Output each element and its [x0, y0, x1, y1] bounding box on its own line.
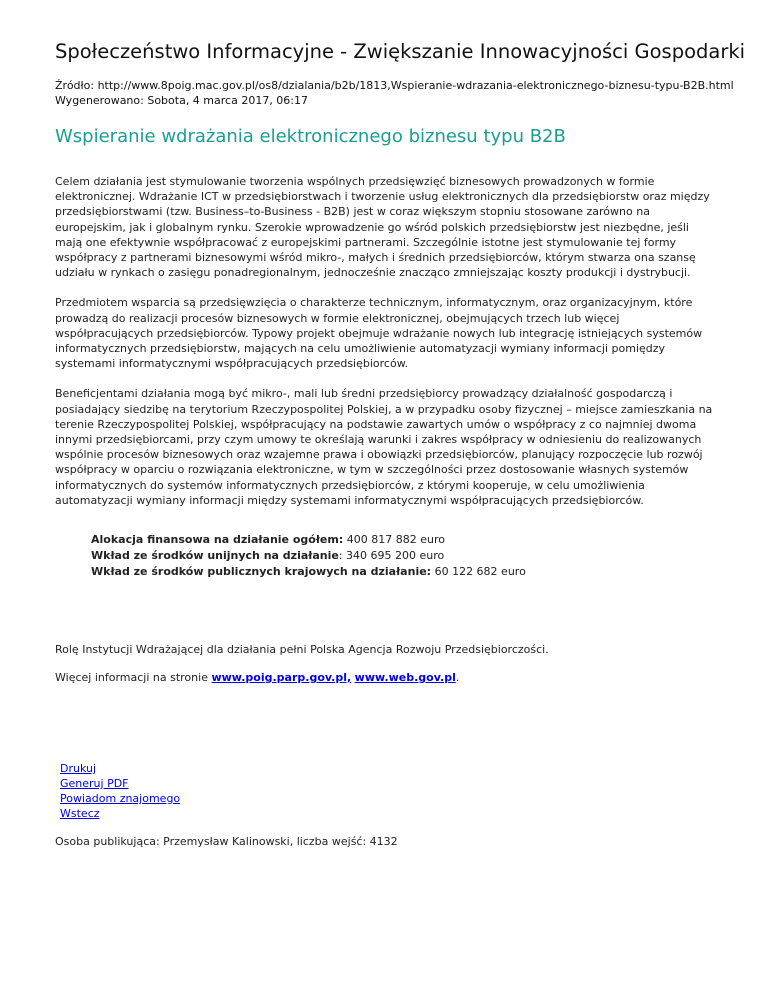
- allocation-total-value: 400 817 882 euro: [343, 533, 445, 547]
- page: [55, 40, 746, 849]
- notify-friend-link[interactable]: Powiadom znajomego: [60, 792, 181, 806]
- allocation-national-label: Wkład ze środków publicznych krajowych na działanie:: [91, 565, 432, 579]
- more-info: [55, 670, 715, 685]
- allocation-total-label: Alokacja finansowa na działanie ogółem:: [91, 533, 344, 547]
- paragraph-goal: Celem działania jest stymulowanie tworzenia wspólnych przedsięwzięć biznesowych prowadzonych w formie elektronicznej. Wdrażanie ICT w przedsiębiorstwach i tworzenie usług elektronicznych dla przedsiębiorstw oraz między przedsiębiorstwami (tzw. Business–to-Business - B2B) jest w coraz większym stopniu stosowane zarówno na europejskim, jak i globalnym rynku. Szerokie wprowadzenie go wśród polskich przedsiębiorstw jest niezbędne, jeśli mają one efektywnie współpracować z europejskimi partnerami. Szczególnie istotne jest stymulowanie tej formy współpracy z partnerami biznesowymi wśród mikro-, małych i średnich przedsiębiorców, którym stwarza ona szansę udziału w rynkach o zasięgu ponadregionalnym, jednocześnie znacząco zmniejszając koszty produkcji i dystrybucji.: [55, 175, 710, 280]
- site-title: Społeczeństwo Informacyjne - Zwiększanie Innowacyjności Gospodarki: [55, 40, 746, 63]
- action-links: [60, 761, 715, 821]
- generate-pdf-link[interactable]: Generuj PDF: [60, 777, 129, 791]
- allocation-national: [91, 564, 715, 580]
- article-body: [55, 174, 715, 508]
- paragraph-subject: Przedmiotem wsparcia są przedsięwzięcia o charakterze technicznym, informatycznym, oraz organizacyjnym, które prowadzą do realizacji procesów biznesowych w formie elektronicznej, obejmujących trzech lub więcej współpracujących przedsiębiorców. Typowy projekt obejmuje wdrażanie nowych lub integrację istniejących systemów informatycznych przedsiębiorstw, mających na celu umożliwienie automatyzacji wymiany informacji pomiędzy systemami informatycznymi współpracujących przedsiębiorców.: [55, 296, 703, 371]
- paragraph-beneficiaries: Beneficjentami działania mogą być mikro-, mali lub średni przedsiębiorcy prowadzący działalność gospodarczą i posiadający siedzibę na terytorium Rzeczypospolitej Polskiej, a w przypadku osoby fizycznej – miejsce zamieszkania na terenie Rzeczypospolitej Polskiej, współpracujący na podstawie zawartych umów o współpracy z co najmniej dwoma innymi przedsiębiorcami, przy czym umowy te określają warunki i zakres współpracy w odniesieniu do realizowanych wspólnie procesów biznesowych oraz wzajemne prawa i obowiązki przedsiębiorców, planujący rozpoczęcie lub rozwój współpracy w oparciu o rozwiązania elektroniczne, w tym w szczególności przez dostosowanie własnych systemów informatycznych do systemów informatycznych przedsiębiorców, z którymi kooperuje, w celu umożliwienia automatyzacji wymiany informacji między systemami informatycznymi współpracujących przedsiębiorców.: [55, 387, 713, 507]
- allocation-eu-value: : 340 695 200 euro: [338, 549, 445, 563]
- allocation-block: [91, 532, 715, 580]
- article-title: Wspieranie wdrażania elektronicznego biznesu typu B2B: [55, 126, 566, 147]
- allocation-eu: [91, 548, 715, 564]
- more-info-prefix: Więcej informacji na stronie: [55, 671, 212, 685]
- source-url: Źródło: http://www.8poig.mac.gov.pl/os8/dzialania/b2b/1813,Wspieranie-wdrazania-elektronicznego-biznesu-typu-B2B.html: [55, 79, 734, 92]
- back-link[interactable]: Wstecz: [60, 807, 100, 821]
- allocation-eu-label: Wkład ze środków unijnych na działanie: [91, 549, 339, 563]
- role-statement: Rolę Instytucji Wdrażającej dla działania pełni Polska Agencja Rozwoju Przedsiębiorczości.: [55, 643, 549, 657]
- allocation-total: [91, 532, 715, 548]
- link-poig-parp[interactable]: www.poig.parp.gov.pl,: [211, 671, 352, 685]
- meta-info: [55, 78, 734, 108]
- publisher-info: Osoba publikująca: Przemysław Kalinowski, liczba wejść: 4132: [55, 835, 398, 849]
- allocation-national-value: 60 122 682 euro: [431, 565, 526, 579]
- generated-date: Wygenerowano: Sobota, 4 marca 2017, 06:17: [55, 94, 309, 107]
- print-link[interactable]: Drukuj: [60, 762, 97, 776]
- more-info-suffix: .: [455, 671, 460, 685]
- link-web-gov[interactable]: www.web.gov.pl: [354, 671, 456, 685]
